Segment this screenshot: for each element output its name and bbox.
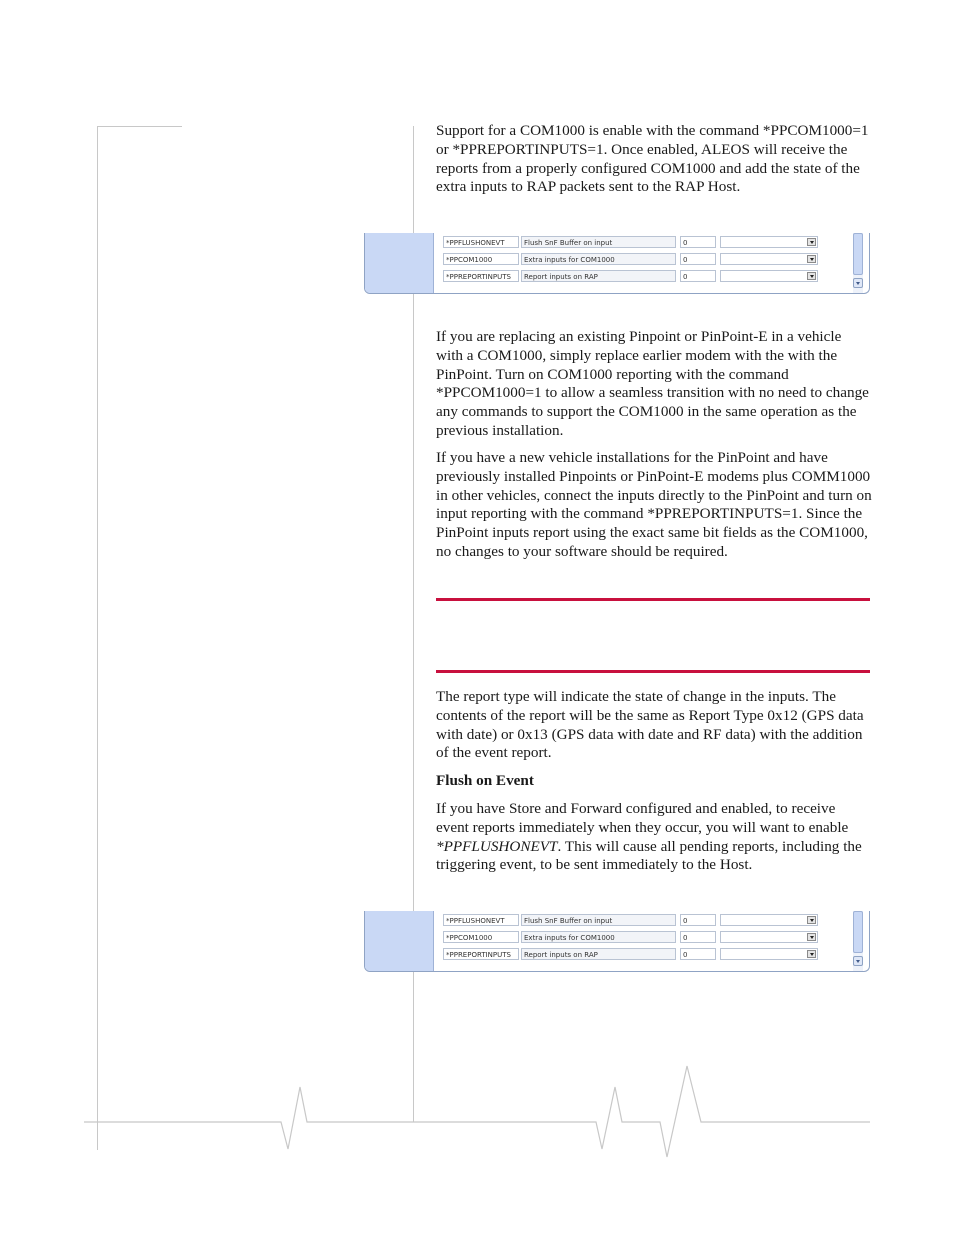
config-desc-cell: Extra inputs for COM1000: [521, 253, 676, 265]
scrollbar-thumb[interactable]: [853, 233, 863, 275]
paragraph-replacing-pinpoint: If you are replacing an existing Pinpoint or PinPoint-E in a vehicle with a COM1000, simply replace earlier modem with the with the PinPoint. Turn on COM1000 reporting with the command *PPCOM1000=1 to allow a seamless transition with no need to change any commands to support the COM1000 in the same operation as the previous installation.: [436, 328, 869, 439]
config-screenshot-2: [364, 911, 870, 972]
config-select[interactable]: [720, 931, 818, 943]
config-name-cell: *PPFLUSHONEVT: [443, 236, 519, 248]
config-value-input[interactable]: 0: [680, 931, 716, 943]
config-name-cell: *PPCOM1000: [443, 253, 519, 265]
section-rule-top: [436, 598, 870, 601]
paragraph-store-and-forward: [436, 800, 872, 875]
paragraph-com1000-support: Support for a COM1000 is enable with the command *PPCOM1000=1 or *PPREPORTINPUTS=1. Once enabled, ALEOS will receive the reports from a properly configured COM1000 and add the state of the extra inputs to RAP packets sent to the RAP Host.: [436, 122, 869, 196]
top-left-tick: [97, 126, 182, 127]
paragraph-report-type: The report type will indicate the state of change in the inputs. The contents of the report will be the same as Report Type 0x12 (GPS data with date) or 0x13 (GPS data with date and RF data) with the addition of the event report.: [436, 688, 864, 762]
panel-scrollbar[interactable]: [853, 911, 863, 971]
paragraph-text-start: If you have Store and Forward configured and enabled, to receive event reports immediately when they occur, you will want to enable: [436, 800, 849, 836]
scroll-down-icon[interactable]: [853, 278, 863, 288]
config-screenshot-1: [364, 233, 870, 294]
config-select[interactable]: [720, 236, 818, 248]
config-value-input[interactable]: 0: [680, 914, 716, 926]
left-margin-line: [97, 126, 98, 1150]
config-name-cell: *PPFLUSHONEVT: [443, 914, 519, 926]
heading-flush-on-event: Flush on Event: [436, 772, 534, 789]
config-desc-cell: Extra inputs for COM1000: [521, 931, 676, 943]
config-desc-cell: Flush SnF Buffer on input: [521, 236, 676, 248]
scroll-down-icon[interactable]: [853, 956, 863, 966]
config-value-input[interactable]: 0: [680, 270, 716, 282]
footer-pulse-line: [0, 1060, 954, 1170]
dropdown-arrow-icon[interactable]: [807, 272, 816, 280]
config-select[interactable]: [720, 270, 818, 282]
config-select[interactable]: [720, 253, 818, 265]
panel-scrollbar[interactable]: [853, 233, 863, 293]
dropdown-arrow-icon[interactable]: [807, 916, 816, 924]
scrollbar-thumb[interactable]: [853, 911, 863, 953]
command-emphasis: *PPFLUSHONEVT: [436, 837, 558, 855]
dropdown-arrow-icon[interactable]: [807, 238, 816, 246]
config-select[interactable]: [720, 948, 818, 960]
config-value-input[interactable]: 0: [680, 948, 716, 960]
config-desc-cell: Report inputs on RAP: [521, 270, 676, 282]
config-name-cell: *PPREPORTINPUTS: [443, 948, 519, 960]
paragraph-new-vehicle: If you have a new vehicle installations for the PinPoint and have previously installed Pinpoints or PinPoint-E modems plus COMM1000 in other vehicles, connect the inputs directly to the PinPoint and turn on input reporting with the command *PPREPORTINPUTS=1. Since the PinPoint inputs report using the exact same bit fields as the COM1000, no changes to your software should be required.: [436, 449, 872, 560]
panel-sidebar: [365, 911, 434, 971]
config-name-cell: *PPCOM1000: [443, 931, 519, 943]
config-desc-cell: Report inputs on RAP: [521, 948, 676, 960]
panel-sidebar: [365, 233, 434, 293]
config-value-input[interactable]: 0: [680, 253, 716, 265]
section-rule-bottom: [436, 670, 870, 673]
dropdown-arrow-icon[interactable]: [807, 950, 816, 958]
config-value-input[interactable]: 0: [680, 236, 716, 248]
config-name-cell: *PPREPORTINPUTS: [443, 270, 519, 282]
config-desc-cell: Flush SnF Buffer on input: [521, 914, 676, 926]
dropdown-arrow-icon[interactable]: [807, 933, 816, 941]
config-select[interactable]: [720, 914, 818, 926]
dropdown-arrow-icon[interactable]: [807, 255, 816, 263]
paragraph-text-end: . This will cause all pending reports, including the triggering event, to be sent immediately to the Host.: [436, 837, 862, 874]
